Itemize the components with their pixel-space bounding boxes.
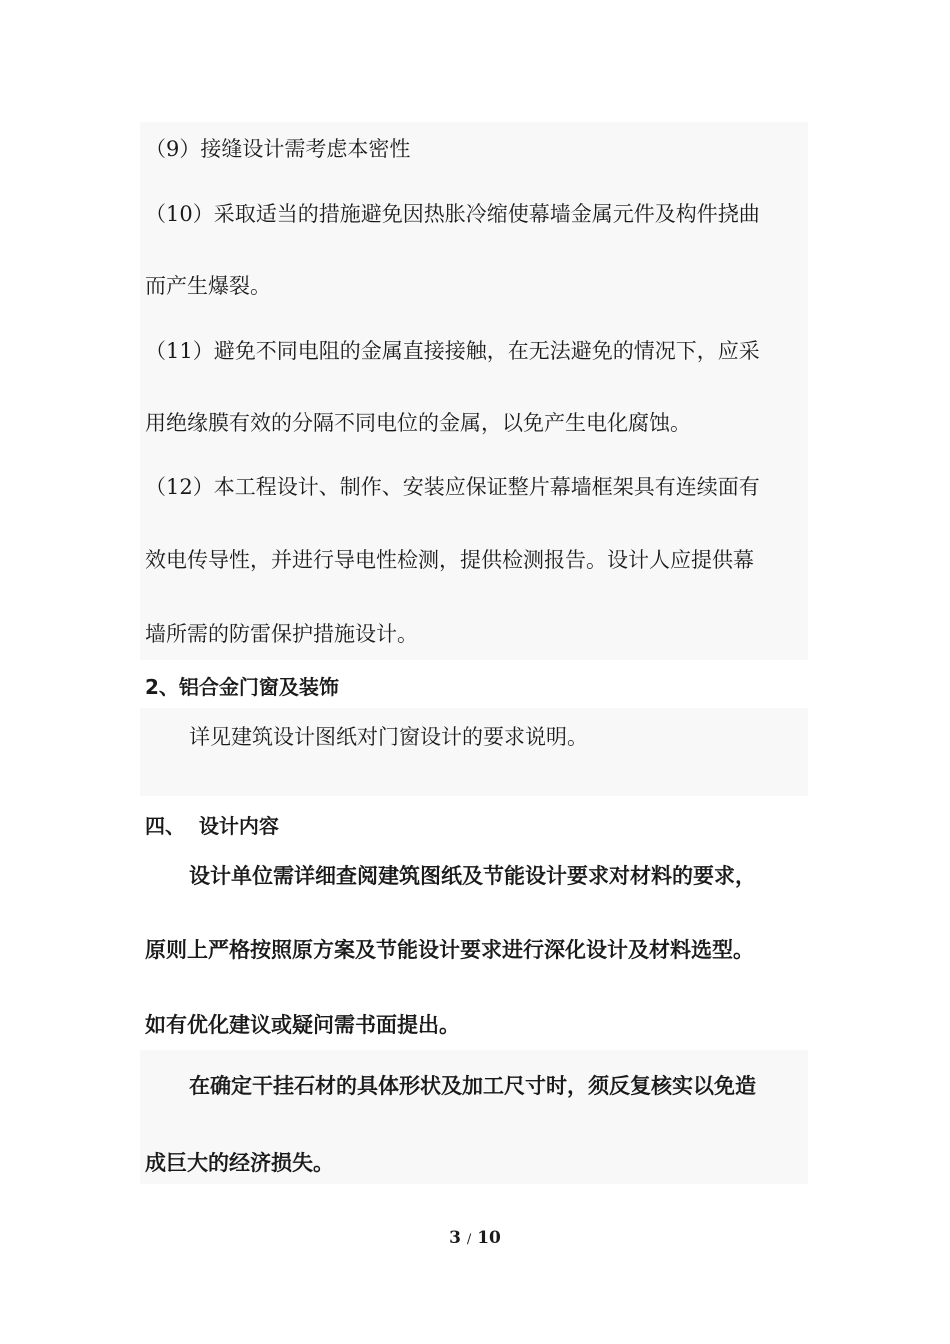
list-item-11-line-1: （11）避免不同电阻的金属直接接触，在无法避免的情况下，应采 <box>145 339 760 363</box>
paragraph-line: 设计单位需详细查阅建筑图纸及节能设计要求对材料的要求， <box>189 863 756 888</box>
list-item-10-line-1: （10）采取适当的措施避免因热胀冷缩使幕墙金属元件及构件挠曲 <box>145 202 760 226</box>
list-item-12-line-1: （12）本工程设计、制作、安装应保证整片幕墙框架具有连续面有 <box>145 475 760 499</box>
list-item-12-line-3: 墙所需的防雷保护措施设计。 <box>145 622 418 646</box>
page-current: 3 <box>449 1228 461 1248</box>
paragraph-line: 成巨大的经济损失。 <box>145 1150 334 1175</box>
page-total: 10 <box>477 1228 501 1248</box>
section-heading-aluminum-windows: 2、铝合金门窗及装饰 <box>145 675 339 699</box>
list-item-9: （9）接缝设计需考虑本密性 <box>145 137 411 161</box>
section-heading-design-content: 四、 设计内容 <box>145 814 279 838</box>
list-item-12-line-2: 效电传导性，并进行导电性检测，提供检测报告。设计人应提供幕 <box>145 548 754 572</box>
page-separator: / <box>466 1232 472 1247</box>
paragraph-line: 原则上严格按照原方案及节能设计要求进行深化设计及材料选型。 <box>145 937 754 962</box>
paragraph-line: 如有优化建议或疑问需书面提出。 <box>145 1012 460 1037</box>
text-block-background <box>140 708 808 796</box>
list-item-10-line-2: 而产生爆裂。 <box>145 274 271 298</box>
paragraph-line: 在确定干挂石材的具体形状及加工尺寸时，须反复核实以免造 <box>189 1073 756 1098</box>
section-body-aluminum-windows: 详见建筑设计图纸对门窗设计的要求说明。 <box>189 725 588 749</box>
page-number <box>0 1226 950 1252</box>
list-item-11-line-2: 用绝缘膜有效的分隔不同电位的金属，以免产生电化腐蚀。 <box>145 411 691 435</box>
